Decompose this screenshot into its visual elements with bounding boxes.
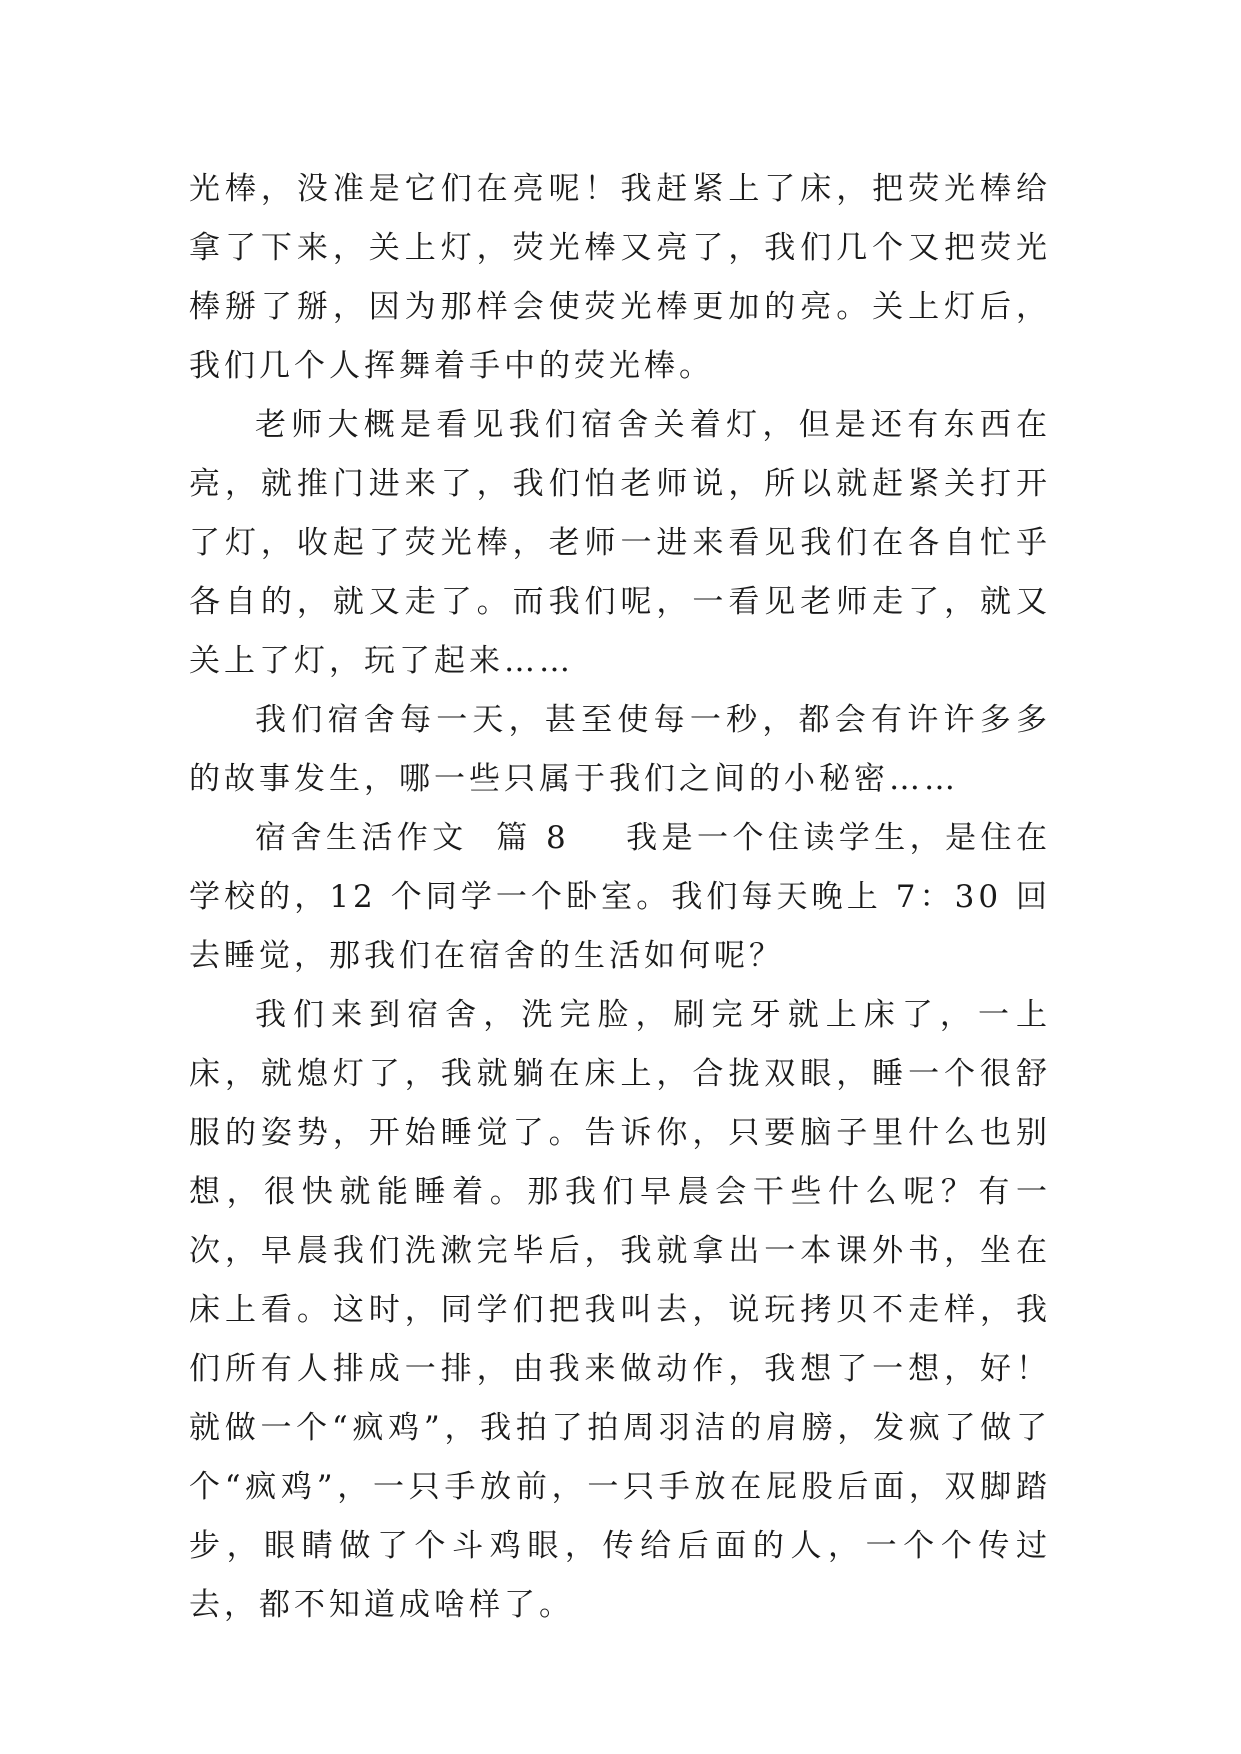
paragraph-fluorescent-sticks: 光棒，没准是它们在亮呢！我赶紧上了床，把荧光棒给拿了下来，关上灯，荧光棒又亮了，我们几个又把荧光棒掰了掰，因为那样会使荧光棒更加的亮。关上灯后，我们几个人挥舞着手中的荧光棒。 xyxy=(189,171,1051,384)
paragraph-teacher-visit: 老师大概是看见我们宿舍关着灯，但是还有东西在亮，就推门进来了，我们怕老师说，所以就赶紧关打开了灯，收起了荧光棒，老师一进来看见我们在各自忙乎各自的，就又走了。而我们呢，一看见老师走了，就又关上了灯，玩了起来…… xyxy=(189,407,1051,679)
section-8-paragraph xyxy=(189,809,1051,986)
section-title: 宿舍生活作文 篇 8 xyxy=(255,820,570,856)
paragraph-dorm-life: 我们来到宿舍，洗完脸，刷完牙就上床了，一上床，就熄灯了，我就躺在床上，合拢双眼，睡一个很舒服的姿势，开始睡觉了。告诉你，只要脑子里什么也别想，很快就能睡着。那我们早晨会干些什么呢？有一次，早晨我们洗漱完毕后，我就拿出一本课外书，坐在床上看。这时，同学们把我叫去，说玩拷贝不走样，我们所有人排成一排，由我来做动作，我想了一想，好！就做一个“疯鸡”，我拍了拍周羽洁的肩膀，发疯了做了个“疯鸡”，一只手放前，一只手放在屁股后面，双脚踏步，眼睛做了个斗鸡眼，传给后面的人，一个个传过去，都不知道成啥样了。 xyxy=(189,997,1051,1623)
section-intro-text: 我是一个住读学生，是住在学校的，12 个同学一个卧室。我们每天晚上 7：30 回去睡觉，那我们在宿舍的生活如何呢？ xyxy=(189,820,1051,974)
document-body xyxy=(189,160,1051,1635)
paragraph-dorm-secrets: 我们宿舍每一天，甚至使每一秒，都会有许许多多的故事发生，哪一些只属于我们之间的小秘密…… xyxy=(189,702,1051,797)
